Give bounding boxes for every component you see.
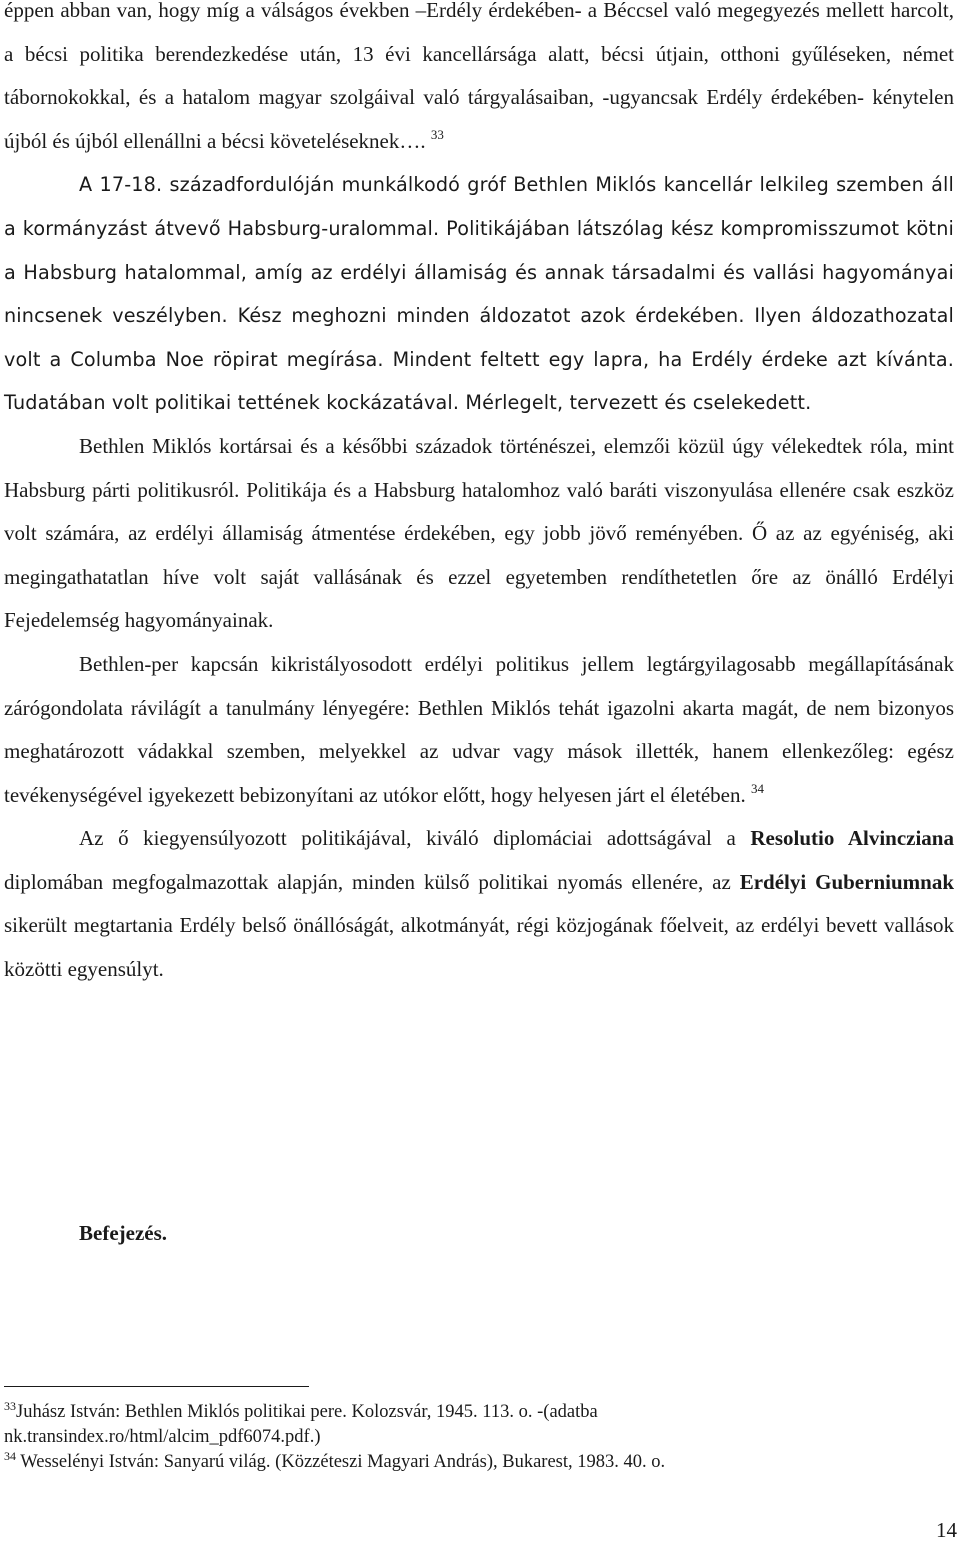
paragraph-1 <box>4 0 954 163</box>
footnotes <box>4 1400 904 1475</box>
paragraph-4-text: Bethlen-per kapcsán kikristályosodott erdélyi politikus jellem legtárgyilagosabb megállapításának zárógondolata rávilágít a tanulmány lényegére: Bethlen Miklós tehát igazolni akarta magát, de nem bizonyos meghatározott vádakkal szemben, melyekkel az udvar vagy mások illették, hanem ellenkezőleg: egész tevékenységével igyekezett bebizonyítani az utókor előtt, hogy helyesen járt el életében. <box>4 651 954 807</box>
paragraph-3 <box>4 425 954 643</box>
paragraph-5-part3: sikerült megtartania Erdély belső önállóságát, alkotmányát, régi közjogának főelveit, az erdélyi bevett vallások közötti egyensúlyt. <box>4 913 954 982</box>
footnote-number: 33 <box>4 1399 16 1413</box>
footnote-34 <box>4 1450 904 1475</box>
paragraph-3-text: Bethlen Miklós kortársai és a későbbi századok történészei, elemzői közül úgy vélekedtek róla, mint Habsburg párti politikusról. Politikája és a Habsburg hatalomhoz való baráti viszonyulása ellenére csak eszköz volt számára, az erdélyi államiság átmentése érdekében, egy jobb jövő reményében. Ő az az egyéniség, aki megingathatatlan híve volt saját vallásának és ezzel egyetemben rendíthetetlen őre az önálló Erdélyi Fejedelemség hagyományainak. <box>4 433 954 633</box>
footnote-number: 34 <box>4 1449 16 1463</box>
page-number: 14 <box>936 1518 957 1542</box>
paragraph-5-part1: Az ő kiegyensúlyozott politikájával, kiváló diplomáciai adottságával a <box>79 826 751 851</box>
paragraph-5 <box>4 817 954 991</box>
footnote-text: Juhász István: Bethlen Miklós politikai pere. Kolozsvár, 1945. 113. o. -(adatba nk.transindex.ro/html/alcim_pdf6074.pdf.) <box>4 1402 598 1447</box>
footnote-text: Wesselényi István: Sanyarú világ. (Közzéteszi Magyari András), Bukarest, 1983. 40. o. <box>20 1452 666 1472</box>
paragraph-4 <box>4 643 954 817</box>
paragraph-2 <box>4 163 954 425</box>
document-page <box>4 0 954 992</box>
footnote-divider <box>4 1386 309 1387</box>
erdelyi-guberniumnak-term: Erdélyi Guberniumnak <box>739 869 954 894</box>
paragraph-2-text: A 17-18. századfordulóján munkálkodó gróf Bethlen Miklós kancellár lelkileg szemben áll a kormányzást átvevő Habsburg-uralommal. Politikájában látszólag kész kompromisszumot kötni a Habsburg hatalommal, amíg az erdélyi államiság és annak társadalmi és vallási hagyományai nincsenek veszélyben. Kész meghozni minden áldozatot azok érdekében. Ilyen áldozathozatal volt a Columba Noe röpirat megírása. Mindent feltett egy lapra, ha Erdély érdeke azt kívánta. Tudatában volt politikai tettének kockázatával. Mérlegelt, tervezett és cselekedett. <box>4 173 954 415</box>
footnote-ref-34: 34 <box>750 780 764 796</box>
section-heading: Befejezés. <box>79 1221 168 1245</box>
paragraph-1-text: éppen abban van, hogy míg a válságos években –Erdély érdekében- a Béccsel való megegyezés mellett harcolt, a bécsi politika berendezkedése után, 13 évi kancellársága alatt, bécsi útjain, otthoni gyűléseken, német tábornokokkal, és a hatalom magyar szolgáival való tárgyalásaiban, -ugyancsak Erdély érdekében- kénytelen újból és újból ellenállni a bécsi követeléseknek…. <box>4 0 954 153</box>
paragraph-5-part2: diplomában megfogalmazottak alapján, minden külső politikai nyomás ellenére, az <box>4 869 740 894</box>
footnote-ref-33: 33 <box>430 126 444 142</box>
footnote-33 <box>4 1400 904 1450</box>
resolutio-alvincziana-term: Resolutio Alvincziana <box>750 826 954 851</box>
